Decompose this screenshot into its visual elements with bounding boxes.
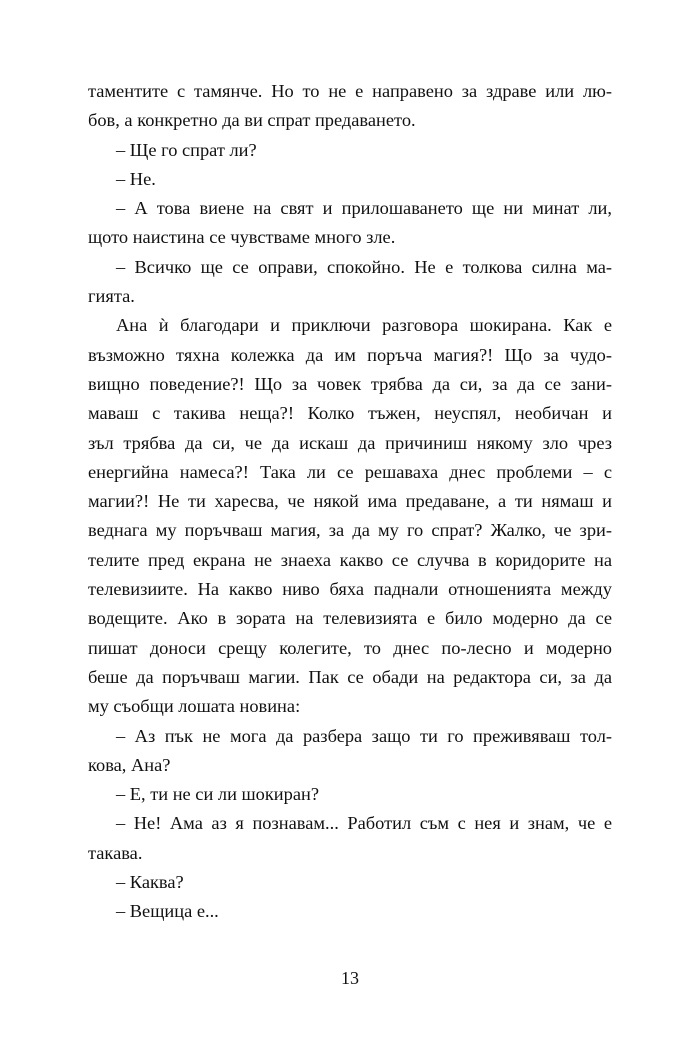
text-line: телевизиите. На какво ниво бяха паднали отношенията между	[88, 579, 612, 600]
text-line: зъл трябва да си, че да искаш да причиниш някому зло чрез	[88, 432, 612, 453]
text-line: щото наистина се чувстваме много зле.	[88, 227, 396, 248]
dialogue-line: – Всичко ще се оправи, спокойно. Не е толкова силна ма-	[116, 256, 612, 277]
text-line: такава.	[88, 842, 143, 863]
paragraph-first-line: Ана ѝ благодари и приключи разговора шокирана. Как е	[116, 315, 612, 336]
text-line: гията.	[88, 286, 135, 307]
dialogue-line: – Каква?	[116, 872, 184, 893]
dialogue-line: – Не.	[116, 168, 156, 189]
text-line: възможно тяхна колежка да им поръча магия?! Що за чудо-	[88, 344, 612, 365]
dialogue-line: – Не! Ама аз я познавам... Работил съм с нея и знам, че е	[116, 813, 612, 834]
page-number: 13	[341, 968, 359, 988]
body-text	[88, 77, 612, 927]
dialogue-line: – Аз пък не мога да разбера защо ти го преживяваш тол-	[116, 725, 612, 746]
dialogue-line: – А това виене на свят и прилошаването ще ни минат ли,	[116, 198, 612, 219]
text-line: веднага му поръчваш магия, за да му го спрат? Жалко, че зри-	[88, 520, 612, 541]
text-line: таментите с тамянче. Но то не е направено за здраве или лю-	[88, 81, 612, 101]
text-line: вищно поведение?! Що за човек трябва да си, за да се зани-	[88, 373, 612, 394]
text-line: водещите. Ако в зората на телевизията е било модерно да се	[88, 608, 612, 629]
text-line: кова, Ана?	[88, 754, 171, 775]
text-line: телите пред екрана не знаеха какво се случва в коридорите на	[88, 549, 612, 570]
text-line: пишат доноси срещу колегите, то днес по-лесно и модерно	[88, 637, 612, 658]
text-line: маваш с такива неща?! Колко тъжен, неуспял, необичан и	[88, 403, 612, 424]
text-line: беше да поръчваш магии. Пак се обади на редактора си, за да	[88, 666, 612, 687]
text-line: бов, а конкретно да ви спрат предаването.	[88, 110, 416, 131]
text-line: му съобщи лошата новина:	[88, 696, 301, 717]
dialogue-line: – Ще го спрат ли?	[116, 139, 257, 160]
text-line: магии?! Не ти харесва, че някой има предаване, а ти нямаш и	[88, 491, 612, 512]
dialogue-line: – Е, ти не си ли шокиран?	[116, 784, 320, 805]
dialogue-line: – Вещица е...	[116, 901, 219, 922]
text-line: енергийна намеса?! Така ли се решаваха днес проблеми – с	[88, 461, 612, 482]
